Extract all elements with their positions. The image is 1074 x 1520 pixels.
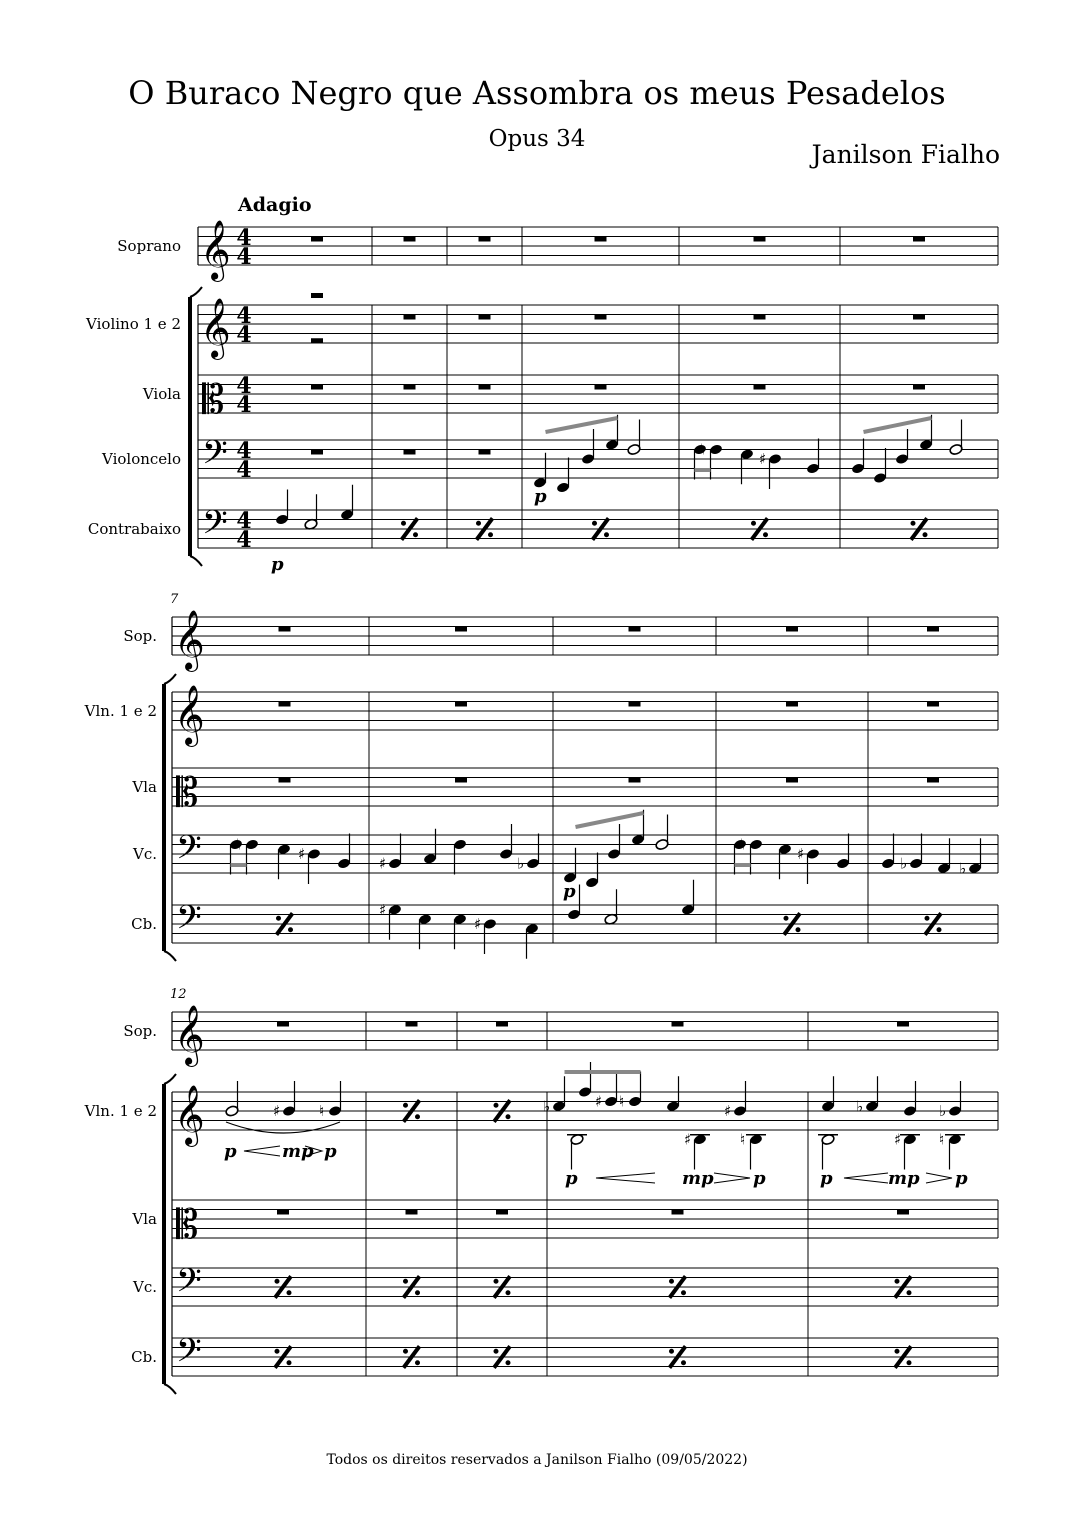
whole-rest [479,237,491,242]
whole-rest [277,1022,289,1027]
system-2 [84,592,998,961]
bass-clef: 𝄢 [176,899,202,945]
composer-name: Janilson Fialho [811,140,1000,169]
treble-clef: 𝄞 [200,298,231,358]
staff-violoncelo [132,1262,998,1308]
repeat-dot [925,916,930,921]
whole-rest [406,1210,418,1215]
system-3-content [224,1022,968,1368]
whole-rest [913,315,925,320]
bass-clef: 𝄢 [176,829,202,875]
dynamic-mp: mp [682,1168,714,1189]
bass-clef: 𝄢 [176,1332,202,1378]
instrument-label: Viola [142,385,181,403]
repeat-dot [796,927,801,932]
measure-number: 12 [170,987,187,1002]
dynamic-mp: mp [888,1168,920,1189]
dynamic-p: p [955,1168,968,1189]
staff-contrabaixo [88,504,998,553]
staff-soprano [117,220,998,282]
whole-rest [913,385,925,390]
accidental: ♯ [298,845,306,863]
system-1 [85,220,998,566]
whole-rest [629,702,641,707]
repeat-dot [494,1103,499,1108]
measure-number: 7 [170,592,179,607]
whole-rest [279,702,291,707]
whole-rest [279,627,291,632]
repeat-dot [506,1290,511,1295]
whole-rest [754,315,766,320]
whole-rest [754,385,766,390]
alto-clef: 𝄡 [202,377,225,423]
repeat-dot [275,1349,280,1354]
accidental: ♯ [273,1102,281,1120]
instrument-label: Vc. [132,845,157,863]
accidental: ♯ [759,450,767,468]
system-1-content [271,237,963,576]
whole-rest [311,237,323,242]
bracket-hook [164,674,176,684]
repeat-dot [923,532,928,537]
dynamic-mp: mp [282,1141,314,1162]
dynamic-p: p [534,486,547,507]
repeat-dot [403,1103,408,1108]
repeat-dot [895,1279,900,1284]
accidental: ♮ [939,1130,945,1149]
whole-rest [672,1210,684,1215]
repeat-dot [506,1360,511,1365]
whole-rest [496,1022,508,1027]
repeat-dot [506,1114,511,1119]
time-sig-top: 4 [236,438,252,464]
dynamic-p: p [324,1141,337,1162]
instrument-label: Vln. 1 e 2 [84,702,157,720]
dynamic-p: p [753,1168,766,1189]
whole-rest [897,1210,909,1215]
whole-rest [311,338,323,343]
whole-rest [927,702,939,707]
decrescendo-hairpin [714,1173,750,1183]
repeat-dot [287,1360,292,1365]
whole-rest [927,627,939,632]
whole-rest [455,627,467,632]
instrument-label: Violoncelo [102,450,181,468]
accidental: ♯ [894,1130,902,1149]
crescendo-hairpin [844,1173,888,1183]
treble-clef: 𝄞 [200,220,231,280]
instrument-label: Vla [132,1210,157,1228]
treble-clef: 𝄞 [174,685,205,745]
repeat-dot [476,521,481,526]
accidental: ♭ [856,1097,864,1116]
repeat-dot [895,1349,900,1354]
crescendo-hairpin [244,1146,280,1156]
instrument-label: Violino 1 e 2 [86,315,181,333]
whole-rest [629,627,641,632]
repeat-dot [751,521,756,526]
bass-clef: 𝄢 [176,1262,202,1308]
repeat-dot [415,1290,420,1295]
accidental: ♮ [740,835,746,854]
accidental: ♮ [700,440,706,459]
whole-rest [595,315,607,320]
repeat-dot [488,532,493,537]
repeat-dot [415,1114,420,1119]
repeat-dot [413,532,418,537]
whole-rest [595,237,607,242]
repeat-dot [415,1360,420,1365]
staff-soprano [123,1005,998,1067]
repeat-dot [592,521,597,526]
whole-rest [595,385,607,390]
instrument-label: Vln. 1 e 2 [84,1102,157,1120]
accidental: ♯ [474,915,482,933]
dynamic-p: p [271,554,284,575]
accidental: ♮ [319,1102,325,1120]
staff-soprano [123,610,998,672]
dynamic-p: p [224,1141,237,1162]
bass-clef: 𝄢 [202,504,228,550]
repeat-dot [403,1349,408,1354]
accidental: ♯ [797,845,805,863]
whole-rest [786,627,798,632]
time-sig-bottom: 4 [236,457,252,483]
staff-violino-1-e-2 [84,1085,998,1147]
instrument-label: Sop. [123,627,157,645]
whole-rest [479,385,491,390]
instrument-label: Vla [132,778,157,796]
whole-rest [404,450,416,455]
whole-rest [311,450,323,455]
whole-rest [404,315,416,320]
staff-contrabaixo [131,1332,998,1378]
alto-clef: 𝄡 [176,770,199,816]
instrument-label: Contrabaixo [87,520,181,538]
whole-rest [629,778,641,783]
repeat-dot [937,927,942,932]
time-sig-top: 4 [236,508,252,534]
system-2-content [229,627,982,959]
beam [864,418,932,432]
whole-rest [786,778,798,783]
repeat-dot [911,521,916,526]
accidental: ♭ [939,1102,947,1120]
repeat-dot [494,1279,499,1284]
repeat-dot [275,1279,280,1284]
accidental: ♮ [619,1092,625,1111]
instrument-label: Cb. [131,1348,157,1366]
repeat-dot [681,1290,686,1295]
accidental: ♯ [684,1130,692,1149]
time-sig-top: 4 [236,303,252,329]
time-sig-top: 4 [236,373,252,399]
repeat-dot [288,927,293,932]
bass-clef: 𝄢 [202,434,228,480]
score-title: O Buraco Negro que Assombra os meus Pesadelos [128,74,946,112]
whole-rest [496,1210,508,1215]
repeat-dot [681,1360,686,1365]
whole-rest [277,1210,289,1215]
accidental: ♮ [740,1130,746,1149]
copyright-footer: Todos os direitos reservados a Janilson Fialho (09/05/2022) [326,1452,748,1468]
instrument-label: Sop. [123,1022,157,1040]
accidental: ♯ [379,854,387,873]
whole-rest [311,385,323,390]
instrument-label: Cb. [131,915,157,933]
whole-rest [897,1022,909,1027]
time-sig-bottom: 4 [236,527,252,553]
whole-rest [479,315,491,320]
bracket-hook [164,951,176,961]
repeat-dot [669,1279,674,1284]
decrescendo-hairpin [926,1173,952,1183]
treble-clef: 𝄞 [174,610,205,670]
whole-rest [455,702,467,707]
bracket-hook [190,287,202,297]
accidental: ♭ [900,854,908,873]
dynamic-p: p [563,881,576,902]
accidental: ♯ [379,900,387,919]
whole-rest [455,778,467,783]
staff-viola [142,373,998,423]
whole-rest [311,293,323,298]
tempo-marking: Adagio [238,194,312,216]
time-sig-bottom: 4 [236,392,252,418]
whole-rest [754,237,766,242]
repeat-dot [763,532,768,537]
time-sig-bottom: 4 [236,322,252,348]
whole-rest [404,385,416,390]
dynamic-p: p [820,1168,833,1189]
repeat-dot [494,1349,499,1354]
whole-rest [786,702,798,707]
repeat-dot [276,916,281,921]
accidental: ♭ [959,859,967,878]
accidental: ♭ [517,854,525,873]
bracket-hook [164,1074,176,1084]
accidental: ♮ [236,835,242,854]
whole-rest [279,778,291,783]
accidental: ♯ [595,1092,603,1111]
score-subtitle: Opus 34 [488,126,586,152]
instrument-label: Soprano [117,237,181,255]
instrument-label: Vc. [132,1278,157,1296]
repeat-dot [287,1290,292,1295]
slur [226,1122,340,1133]
crescendo-hairpin [596,1173,655,1183]
whole-rest [404,237,416,242]
whole-rest [479,450,491,455]
repeat-dot [907,1290,912,1295]
bracket-hook [190,556,202,566]
beam [576,813,644,827]
dynamic-p: p [565,1168,578,1189]
repeat-dot [669,1349,674,1354]
accidental: ♭ [543,1097,551,1116]
accidental: ♯ [724,1102,732,1120]
whole-rest [406,1022,418,1027]
whole-rest [913,237,925,242]
whole-rest [927,778,939,783]
staff-violino-1-e-2 [84,685,998,747]
staff-viola [131,1200,998,1248]
repeat-dot [401,521,406,526]
time-sig-bottom: 4 [236,244,252,270]
system-3 [84,987,998,1394]
beam [546,418,618,432]
repeat-dot [403,1279,408,1284]
repeat-dot [784,916,789,921]
staff-violino-1-e-2 [85,298,998,360]
whole-rest [672,1022,684,1027]
repeat-dot [604,532,609,537]
repeat-dot [907,1360,912,1365]
time-sig-top: 4 [236,225,252,251]
bracket-hook [164,1384,176,1394]
alto-clef: 𝄡 [176,1202,199,1248]
treble-clef: 𝄞 [174,1005,205,1065]
treble-clef: 𝄞 [174,1085,205,1145]
